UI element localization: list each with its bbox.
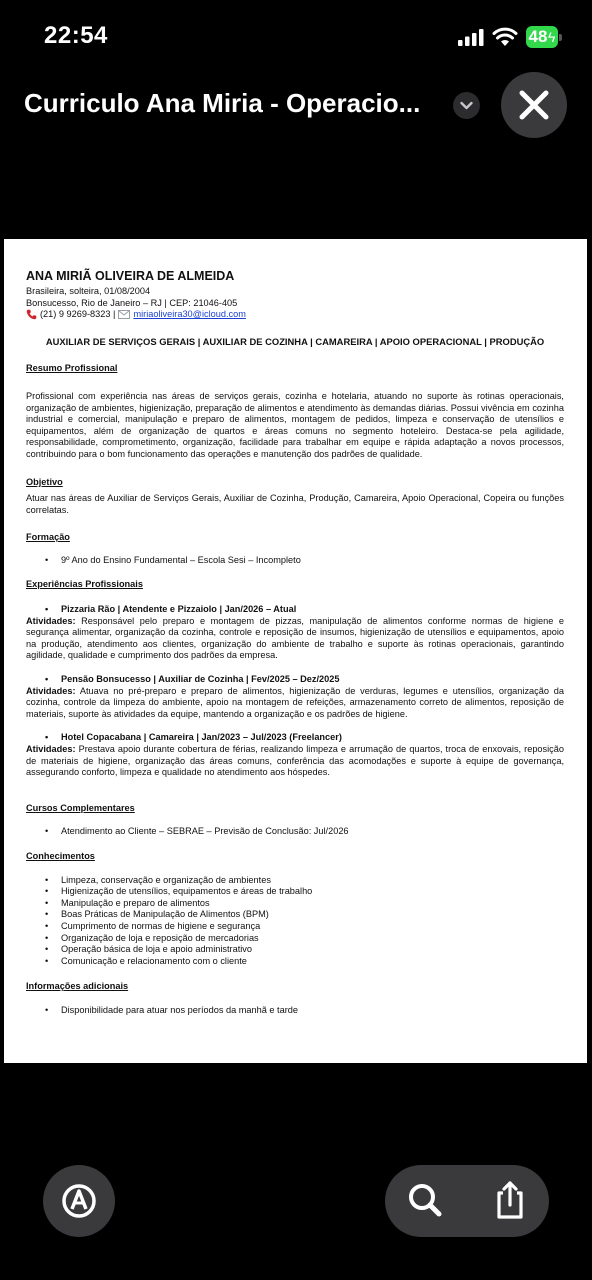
list-item: • Boas Práticas de Manipulação de Alimentos (BPM) bbox=[26, 909, 564, 921]
document-title[interactable]: Curriculo Ana Miria - Operacio... bbox=[24, 88, 421, 118]
section-objetivo-title: Objetivo bbox=[26, 476, 63, 487]
document-page[interactable] bbox=[4, 239, 587, 1063]
job-description: Responsável pelo preparo e montagem de pizzas, manipulação de alimentos conforme normas de higiene e segurança alimentar, organização da cozinha, controle e reposição de insumos, higienização de utensílios e equipamentos, apoio na produção, atendimento aos clientes, organização do ambiente de trabalho e suporte às rotinas operacionais, garantindo agilidade, qualidade e cumprimento dos padrões da empresa. bbox=[26, 615, 565, 661]
list-item: • Cumprimento de normas de higiene e segurança bbox=[26, 921, 564, 933]
section-info-title: Informações adicionais bbox=[26, 981, 129, 992]
activities-label: Atividades: bbox=[26, 744, 76, 755]
activities-label: Atividades: bbox=[26, 685, 76, 696]
battery-indicator bbox=[526, 26, 564, 48]
list-item: • Disponibilidade para atuar nos períodos da manhã e tarde bbox=[26, 1005, 564, 1017]
list-item: • Operação básica de loja e apoio administrativo bbox=[26, 944, 564, 956]
list-item: • 9º Ano do Ensino Fundamental – Escola Sesi – Incompleto bbox=[26, 555, 564, 567]
resumo-text: Profissional com experiência nas áreas de serviços gerais, cozinha e hotelaria, atuando no suporte às rotinas operacionais, organização de ambientes, higienização, preparação de alimentos e atendimento às demandas diárias. Possui vivência em cozinha industrial e comercial, manipulação e preparo de alimentos, montagem de pedidos, limpeza e conservação de utensílios e equipamentos, além de organização de quartos e áreas comuns no segmento hoteleiro. Destaca-se pela agilidade, responsabilidade, comprometimento, organização, facilidade para trabalhar em equipe e rápida adaptação a novos processos, contribuindo para o bom funcionamento das operações e manutenção dos padrões de qualidade. bbox=[26, 390, 564, 459]
job-entry bbox=[26, 604, 564, 662]
phone-number: (21) 9 9269-8323 | bbox=[40, 309, 116, 320]
activities-label: Atividades: bbox=[26, 615, 76, 626]
section-experiencias-title: Experiências Profissionais bbox=[26, 578, 143, 589]
share-button[interactable] bbox=[484, 1172, 536, 1228]
title-menu-button[interactable] bbox=[453, 92, 480, 119]
list-item: • Limpeza, conservação e organização de ambientes bbox=[26, 875, 564, 887]
phone-icon bbox=[26, 309, 37, 320]
search-icon bbox=[400, 1175, 452, 1227]
charging-bolt-icon: ϟ bbox=[548, 29, 556, 45]
markup-icon bbox=[43, 1165, 115, 1237]
section-conhecimentos-title: Conhecimentos bbox=[26, 851, 95, 861]
address-info: Bonsucesso, Rio de Janeiro – RJ | CEP: 21046-405 bbox=[26, 297, 238, 308]
job-title: • Pensão Bonsucesso | Auxiliar de Cozinha | Fev/2025 – Dez/2025 bbox=[26, 674, 564, 686]
objetivo-text: Atuar nas áreas de Auxiliar de Serviços Gerais, Auxiliar de Cozinha, Produção, Camareira, Apoio Operacional, Copeira ou funções correlatas. bbox=[26, 493, 564, 515]
job-title: • Pizzaria Rão | Atendente e Pizzaiolo | Jan/2026 – Atual bbox=[26, 604, 564, 616]
resume-headline: AUXILIAR DE SERVIÇOS GERAIS | AUXILIAR DE COZINHA | CAMAREIRA | APOIO OPERACIONAL | PRODUÇÃO bbox=[45, 335, 545, 347]
close-icon bbox=[501, 72, 567, 138]
battery-level: 48 bbox=[528, 27, 548, 46]
contact-line bbox=[26, 309, 564, 321]
resume-name: ANA MIRIÃ OLIVEIRA DE ALMEIDA bbox=[26, 269, 235, 283]
list-item: • Manipulação e preparo de alimentos bbox=[26, 898, 564, 910]
list-item: • Atendimento ao Cliente – SEBRAE – Previsão de Conclusão: Jul/2026 bbox=[26, 826, 564, 838]
job-entry bbox=[26, 674, 564, 720]
cellular-signal-icon bbox=[458, 29, 484, 46]
close-button[interactable] bbox=[501, 72, 567, 138]
list-item: • Organização de loja e reposição de mercadorias bbox=[26, 933, 564, 945]
list-item: • Higienização de utensílios, equipamentos e áreas de trabalho bbox=[26, 886, 564, 898]
email-link[interactable]: miriaoliveira30@icloud.com bbox=[133, 309, 246, 320]
status-bar bbox=[0, 0, 592, 72]
job-entry bbox=[26, 732, 564, 778]
section-formacao-title: Formação bbox=[26, 532, 70, 543]
mail-icon bbox=[118, 310, 130, 319]
job-title: • Hotel Copacabana | Camareira | Jan/2023 – Jul/2023 (Freelancer) bbox=[26, 732, 564, 744]
section-resumo-title: Resumo Profissional bbox=[26, 363, 118, 374]
list-item: • Comunicação e relacionamento com o cliente bbox=[26, 956, 564, 968]
status-time: 22:54 bbox=[44, 22, 108, 49]
wifi-icon bbox=[492, 27, 518, 47]
share-icon bbox=[484, 1172, 536, 1228]
search-button[interactable] bbox=[400, 1175, 452, 1227]
section-cursos-title: Cursos Complementares bbox=[26, 802, 135, 813]
chevron-down-icon bbox=[453, 92, 480, 119]
markup-button[interactable] bbox=[43, 1165, 115, 1237]
job-description: Prestava apoio durante cobertura de férias, realizando limpeza e arrumação de quartos, troca de enxovais, reposição de materiais de higiene, organização das áreas comuns, conferência das acomodações e suporte à equipe de governança, assegurando conforto, limpeza e qualidade no atendimento aos hóspedes. bbox=[26, 744, 564, 778]
personal-info: Brasileira, solteira, 01/08/2004 bbox=[26, 286, 151, 296]
resume-content bbox=[26, 269, 564, 1017]
job-description: Atuava no pré-preparo e preparo de alimentos, higienização de verduras, legumes e utensílios, organização da cozinha, controle da limpeza do ambiente, apoio na montagem de refeições, armazenamento correto de alimentos, reposição de materiais, suporte às atividades da equipe, mantendo a organização e os padrões de higiene. bbox=[26, 685, 564, 719]
